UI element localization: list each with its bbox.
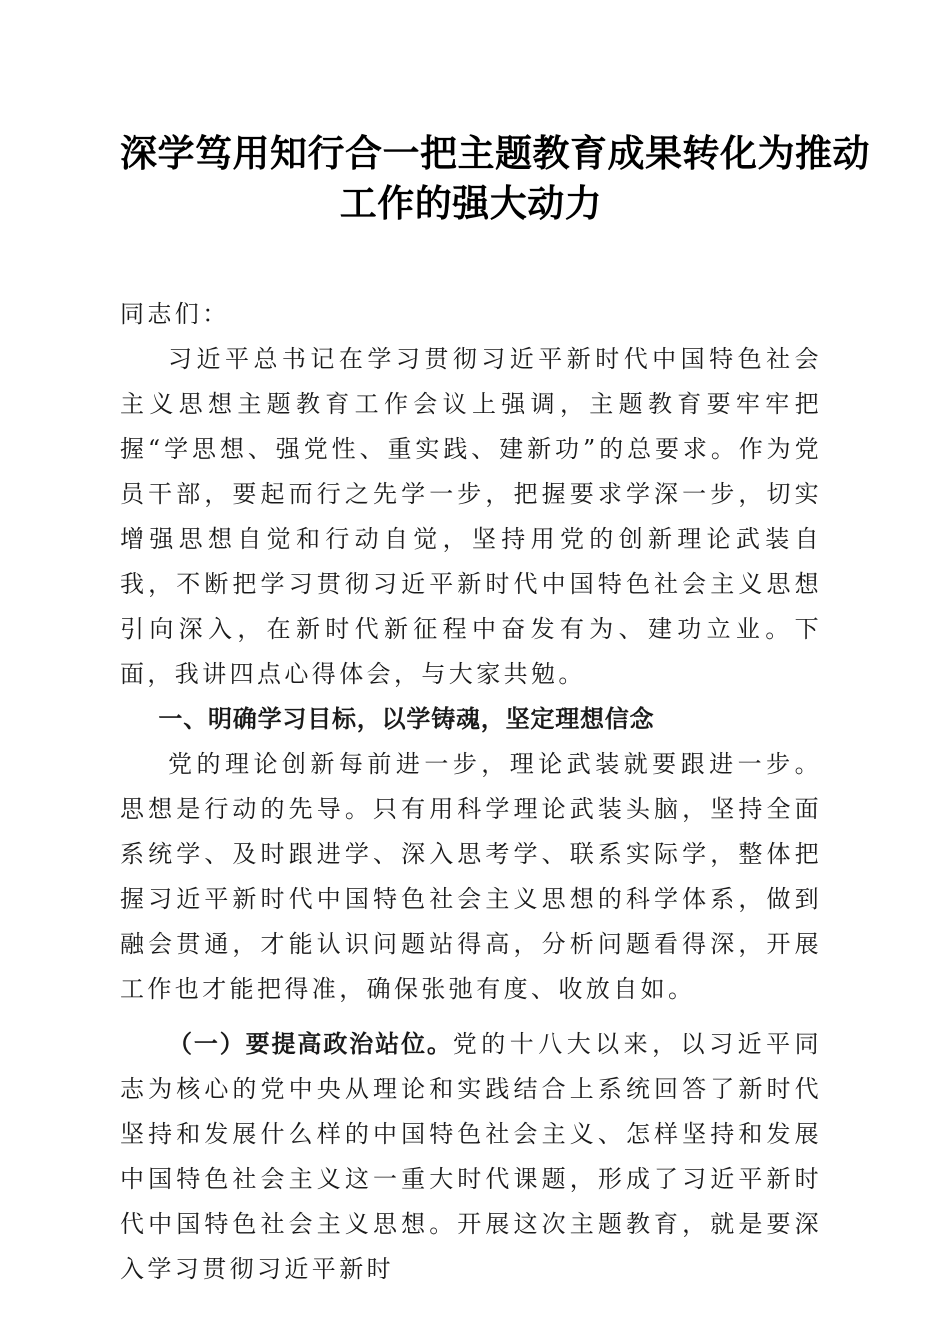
subsection-1-lead: （一）要提高政治站位。 [168, 1030, 453, 1058]
subsection-1-paragraph [120, 1022, 822, 1292]
section-1-paragraph: 党的理论创新每前进一步，理论武装就要跟进一步。思想是行动的先导。只有用科学理论武装头脑，坚持全面系统学、及时跟进学、深入思考学、联系实际学，整体把握习近平新时代中国特色社会主义思想的科学体系，做到融会贯通，才能认识问题站得高，分析问题看得深，开展工作也才能把得准，确保张弛有度、收放自如。 [120, 750, 822, 1003]
title-line-1: 深学笃用知行合一把主题教育成果转化为推动 [120, 131, 870, 175]
salutation: 同志们： [120, 300, 230, 328]
subsection-1-text: 党的十八大以来，以习近平同志为核心的党中央从理论和实践结合上系统回答了新时代坚持和发展什么样的中国特色社会主义、怎样坚持和发展中国特色社会主义这一重大时代课题，形成了习近平新时代中国特色社会主义思想。开展这次主题教育，就是要深入学习贯彻习近平新时 [120, 1030, 822, 1283]
document-page [120, 128, 870, 1292]
section-heading-1: 一、明确学习目标，以学铸魂，坚定理想信念 [158, 705, 655, 733]
document-title [120, 128, 870, 228]
title-line-2: 工作的强大动力 [339, 181, 603, 225]
document-body [120, 292, 822, 1292]
intro-paragraph: 习近平总书记在学习贯彻习近平新时代中国特色社会主义思想主题教育工作会议上强调，主题教育要牢牢把握“学思想、强党性、重实践、建新功”的总要求。作为党员干部，要起而行之先学一步，把握要求学深一步，切实增强思想自觉和行动自觉，坚持用党的创新理论武装自我，不断把学习贯彻习近平新时代中国特色社会主义思想引向深入，在新时代新征程中奋发有为、建功立业。下面，我讲四点心得体会，与大家共勉。 [120, 345, 822, 688]
